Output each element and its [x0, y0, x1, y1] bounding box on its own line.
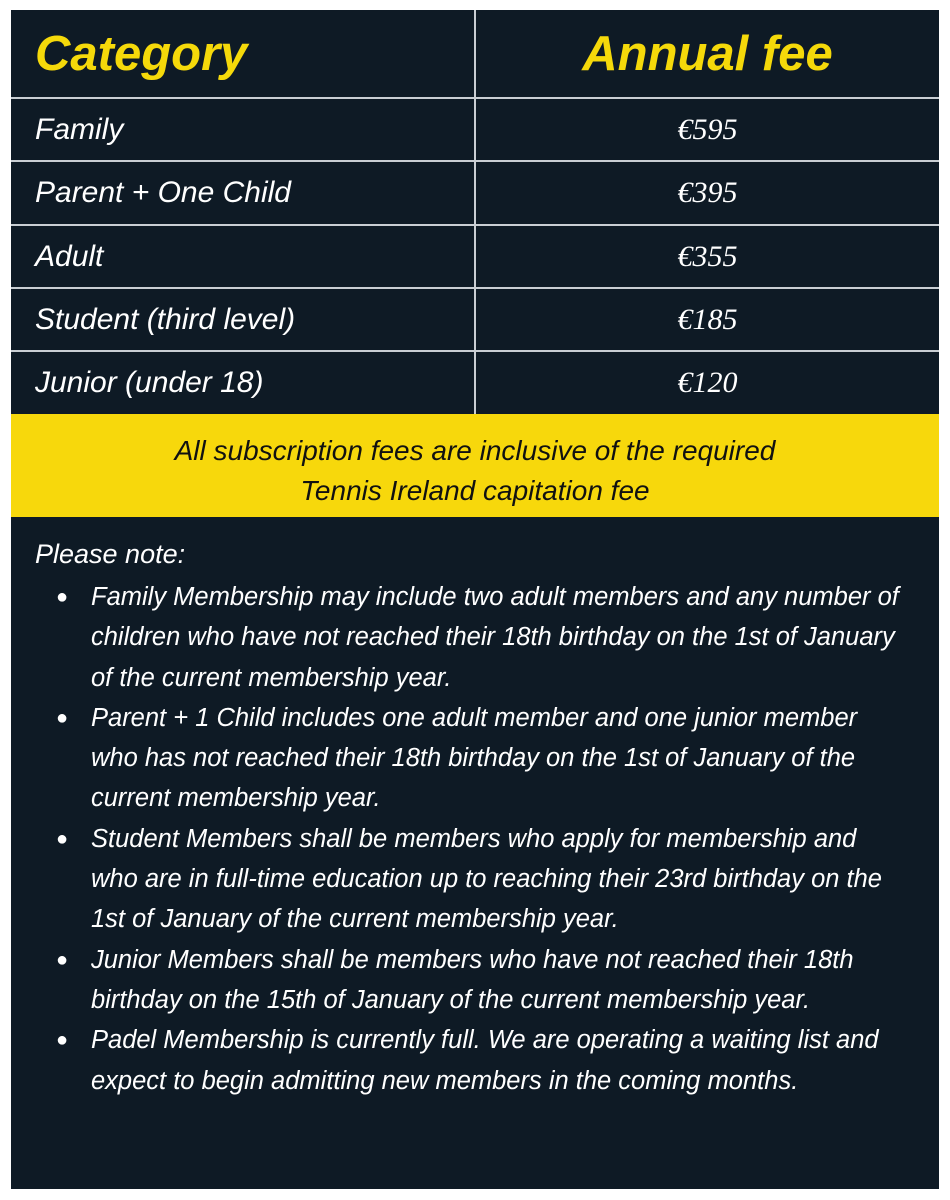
- category-cell: Adult: [35, 240, 104, 273]
- bullet-icon: ●: [56, 1029, 69, 1052]
- fee-cell: €185: [677, 303, 738, 336]
- note-text: Family Membership may include two adult members and any number of children who have not reached their 18th birthday on the 1st of January of the current membership year.: [91, 583, 899, 692]
- banner-line-2: Tennis Ireland capitation fee: [300, 475, 650, 506]
- category-cell: Parent + One Child: [35, 176, 291, 209]
- note-text: Student Members shall be members who apply for membership and who are in full-time education up to reaching their 23rd birthday on the 1st of January of the current membership year.: [91, 824, 882, 934]
- bullet-icon: ●: [56, 948, 69, 971]
- row-divider: [11, 160, 939, 162]
- notes-list: [35, 577, 899, 1101]
- category-cell: Student (third level): [35, 303, 296, 336]
- list-item: [56, 577, 899, 698]
- list-item: [56, 1020, 899, 1101]
- category-cell: Family: [35, 113, 124, 146]
- row-divider: [11, 350, 939, 352]
- notes-title: Please note:: [35, 539, 186, 569]
- row-divider: [11, 287, 939, 289]
- category-column-header: Category: [35, 27, 248, 81]
- capitation-fee-banner: [11, 414, 939, 517]
- fee-cell: €355: [677, 240, 738, 273]
- row-divider: [11, 97, 939, 99]
- category-cell: Junior (under 18): [35, 366, 264, 399]
- banner-line-1: All subscription fees are inclusive of the required: [174, 435, 776, 466]
- fee-cell: €595: [677, 113, 738, 146]
- annual-fee-column-header: Annual fee: [582, 27, 833, 81]
- list-item: [56, 819, 899, 940]
- bullet-icon: ●: [56, 827, 69, 850]
- fee-table-panel: [11, 10, 939, 1189]
- list-item: [56, 940, 899, 1021]
- column-divider: [474, 10, 476, 414]
- fee-cell: €120: [677, 366, 738, 399]
- bullet-icon: ●: [56, 706, 69, 729]
- row-divider: [11, 224, 939, 226]
- note-text: Junior Members shall be members who have not reached their 18th birthday on the 15th of January of the current membership year.: [91, 945, 854, 1014]
- note-text: Padel Membership is currently full. We are operating a waiting list and expect to begin admitting new members in the coming months.: [91, 1026, 879, 1095]
- note-text: Parent + 1 Child includes one adult member and one junior member who has not reached their 18th birthday on the 1st of January of the current membership year.: [91, 703, 858, 813]
- notes-section: [11, 517, 939, 1189]
- bullet-icon: ●: [56, 586, 69, 608]
- list-item: [56, 698, 899, 819]
- fee-cell: €395: [677, 176, 738, 209]
